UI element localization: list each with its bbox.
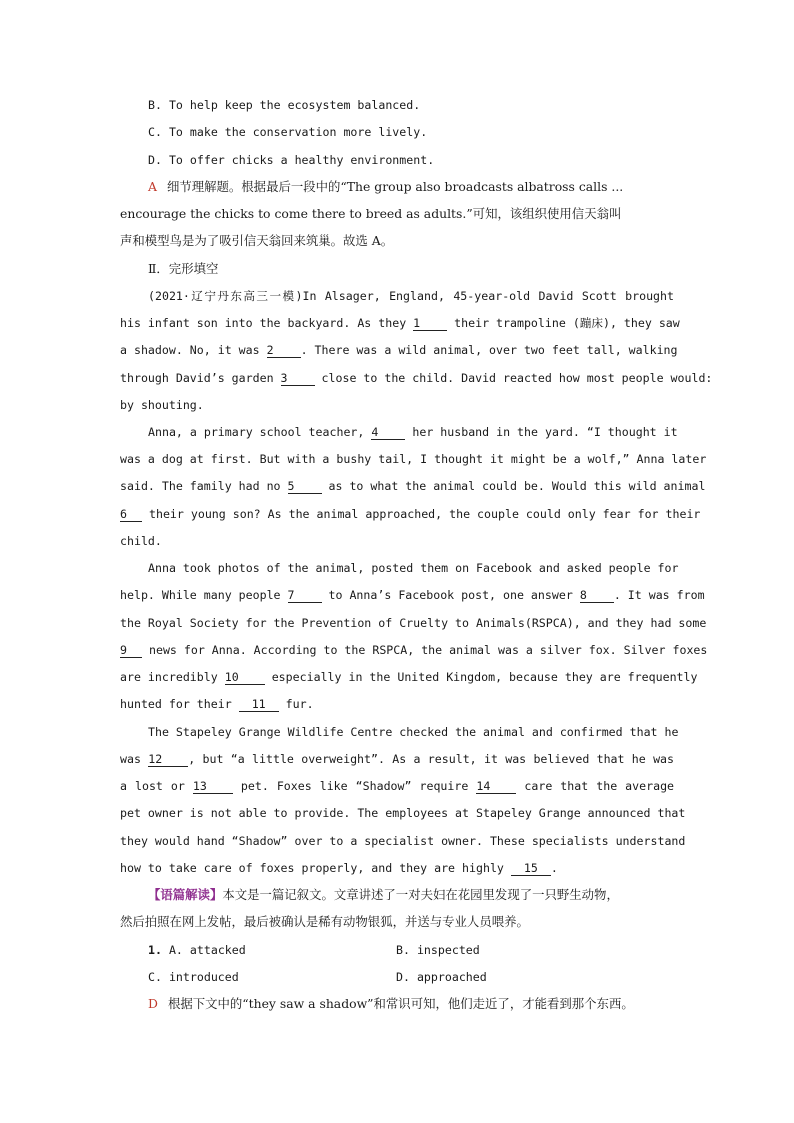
q1-answer-line xyxy=(148,996,688,1012)
answer-line-2: encourage the chicks to come there to breed as adults.”可知，该组织使用信天翁叫 xyxy=(120,206,622,221)
analysis-line-2: 然后拍照在网上发帖，最后被确认是稀有动物银狐，并送与专业人员喂养。 xyxy=(120,914,529,929)
p3-line-3: the Royal Society for the Prevention of Cruelty to Animals(RSPCA), and they had some xyxy=(120,616,707,630)
answer-line-1 xyxy=(148,179,674,195)
text-span: her husband in the yard. “I thought it xyxy=(412,425,678,439)
q1-number: 1. xyxy=(148,943,162,957)
text-span: pet. Foxes like “Shadow” require xyxy=(240,779,469,793)
blank-12[interactable]: 12 xyxy=(148,753,188,767)
text-span: to Anna’s Facebook post, one answer xyxy=(328,588,573,602)
text-span: how to take care of foxes properly, and they are highly xyxy=(120,861,504,875)
blank-3[interactable]: 3 xyxy=(281,372,315,386)
option-b: B. To help keep the ecosystem balanced. xyxy=(148,98,421,112)
text-span: was xyxy=(120,752,141,766)
blank-14[interactable]: 14 xyxy=(476,780,516,794)
text-span: close to the child. David reacted how most people would: xyxy=(321,371,713,385)
analysis-text-1: 本文是一篇记叙文。文章讲述了一对夫妇在花园里发现了一只野生动物， xyxy=(222,887,619,902)
text-span: their trampoline (蹦床), they saw xyxy=(454,316,680,330)
text-span: , but “a little overweight”. As a result, it was believed that he was xyxy=(188,752,675,766)
p3-line-5 xyxy=(120,669,698,685)
text-span: a shadow. No, it was xyxy=(120,343,260,357)
p2-line-5: child. xyxy=(120,534,162,548)
p4-line-6 xyxy=(120,860,674,876)
text-span: news for Anna. According to the RSPCA, the animal was a silver fox. Silver foxes xyxy=(148,643,708,657)
analysis-line-1 xyxy=(148,887,674,903)
text-span: . It was from xyxy=(613,588,705,602)
q1-answer-letter: D xyxy=(148,996,158,1011)
p2-line-3 xyxy=(120,478,706,494)
blank-15[interactable]: 15 xyxy=(511,862,551,876)
q1-option-a: A. attacked xyxy=(168,943,246,957)
p1-line-1: (2021·辽宁丹东高三一模)In Alsager, England, 45-year-old David Scott brought xyxy=(148,289,674,303)
blank-13[interactable]: 13 xyxy=(193,780,233,794)
blank-7[interactable]: 7 xyxy=(288,589,322,603)
p1-line-5: by shouting. xyxy=(120,398,204,412)
q1-option-b: B. inspected xyxy=(396,943,480,957)
q1-option-c: C. introduced xyxy=(148,970,239,984)
blank-11[interactable]: 11 xyxy=(239,698,279,712)
blank-2[interactable]: 2 xyxy=(267,344,301,358)
answer-letter: A xyxy=(148,179,157,194)
text-span: their young son? As the animal approached, the couple could only fear for their xyxy=(148,507,701,521)
text-span: . There was a wild animal, over two feet tall, walking xyxy=(300,343,678,357)
blank-9[interactable]: 9 xyxy=(120,644,142,658)
p2-line-2: was a dog at first. But with a bushy tail, I thought it might be a wolf,” Anna later xyxy=(120,452,707,466)
p4-line-1: The Stapeley Grange Wildlife Centre checked the animal and confirmed that he xyxy=(148,725,679,739)
p3-line-2 xyxy=(120,587,705,603)
q1-explanation: 根据下文中的“they saw a shadow”和常识可知，他们走近了，才能看到那个东西。 xyxy=(167,996,634,1011)
text-span: hunted for their xyxy=(120,697,232,711)
p3-line-6 xyxy=(120,696,674,712)
text-span: fur. xyxy=(285,697,314,711)
p2-line-1 xyxy=(148,424,678,440)
answer-line-3: 声和模型鸟是为了吸引信天翁回来筑巢。故选 A。 xyxy=(120,233,394,248)
p2-line-4 xyxy=(120,506,701,522)
q1-option-d: D. approached xyxy=(396,970,487,984)
text-span: care that the average xyxy=(524,779,675,793)
text-span: a lost or xyxy=(120,779,185,793)
text-span: his infant son into the backyard. As they xyxy=(120,316,407,330)
text-span: as to what the animal could be. Would this wild animal xyxy=(328,479,706,493)
text-span: especially in the United Kingdom, because they are frequently xyxy=(271,670,698,684)
p4-line-4: pet owner is not able to provide. The employees at Stapeley Grange announced that xyxy=(120,806,686,820)
text-span: said. The family had no xyxy=(120,479,281,493)
p3-line-4 xyxy=(120,642,708,658)
p4-line-2 xyxy=(120,751,674,767)
blank-8[interactable]: 8 xyxy=(580,589,614,603)
analysis-tag: 【语篇解读】 xyxy=(148,887,223,902)
section-heading: Ⅱ．完形填空 xyxy=(148,261,219,276)
text-span: are incredibly xyxy=(120,670,218,684)
text-span: through David’s garden xyxy=(120,371,274,385)
blank-1[interactable]: 1 xyxy=(413,317,447,331)
text-span: Anna, a primary school teacher, xyxy=(148,425,365,439)
p4-line-3 xyxy=(120,778,674,794)
answer-text-1: 细节理解题。根据最后一段中的“The group also broadcasts albatross calls ... xyxy=(166,179,624,194)
text-span: . xyxy=(550,861,558,875)
p1-line-3 xyxy=(120,342,678,358)
text-span: help. While many people xyxy=(120,588,281,602)
blank-6[interactable]: 6 xyxy=(120,508,142,522)
blank-5[interactable]: 5 xyxy=(288,480,322,494)
p4-line-5: they would hand “Shadow” over to a specialist owner. These specialists understand xyxy=(120,834,686,848)
p3-line-1: Anna took photos of the animal, posted them on Facebook and asked people for xyxy=(148,561,679,575)
p1-line-2 xyxy=(120,315,680,331)
option-d: D. To offer chicks a healthy environment. xyxy=(148,153,435,167)
p1-line-4 xyxy=(120,370,713,386)
blank-4[interactable]: 4 xyxy=(371,426,405,440)
blank-10[interactable]: 10 xyxy=(225,671,265,685)
option-c: C. To make the conservation more lively. xyxy=(148,125,428,139)
